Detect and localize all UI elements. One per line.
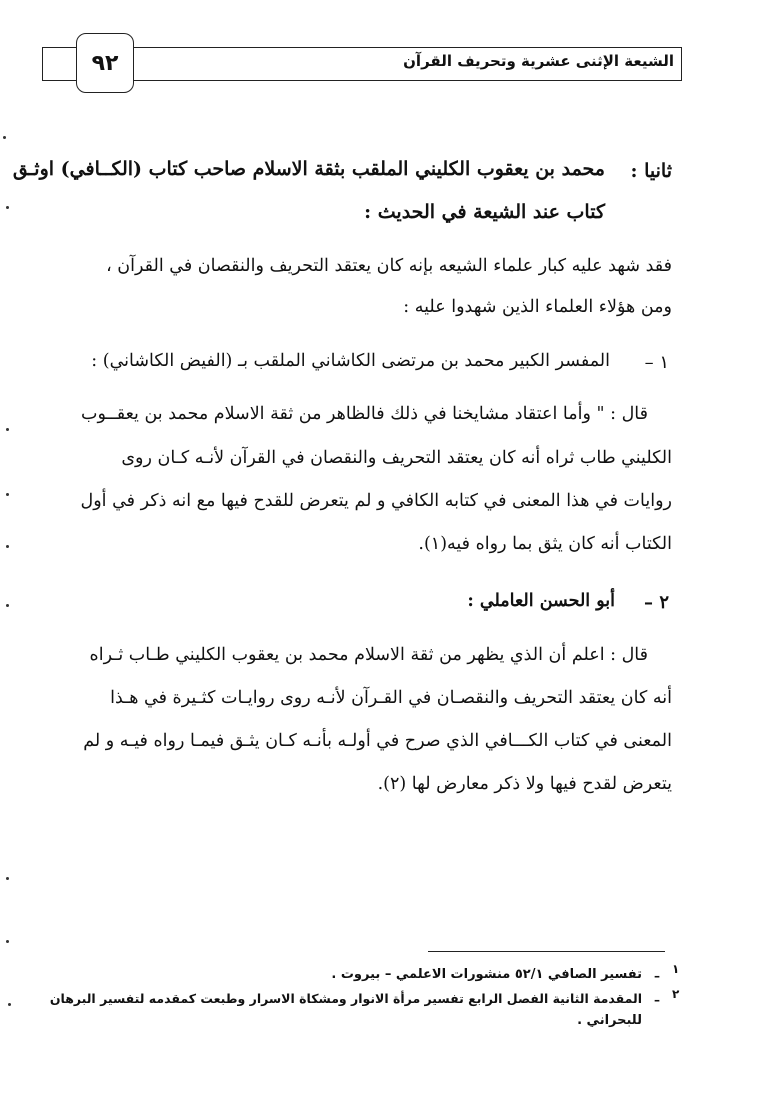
quote-2-line-1: قال : اعلم أن الذي يظهر من ثقة الاسلام محمد بن يعقوب الكليني طـاب ثـراه [89,645,648,665]
footnote-2-mark: ٢ [672,987,680,1001]
section-heading-line-2: كتاب عند الشيعة في الحديث : [364,201,605,223]
scan-speck [6,877,9,880]
quote-2-line-2: أنه كان يعتقد التحريف والنقصـان في القـرآن لأنـه روى روايـات كثـيرة في هـذا [110,688,672,708]
quote-2-line-3: المعنى في كتاب الكـــافي الذي صرح في أولـه بأنـه كـان يثـق فيمـا رواه فيـه و لم [83,731,672,751]
page-number: ٩٢ [76,33,134,93]
footnote-2-text-line-2: للبحراني . [577,1013,642,1028]
item-2-number: ٢ – [644,592,669,613]
footnote-1-dash: – [654,969,660,983]
scan-speck [6,940,9,943]
quote-1-line-4: الكتاب أنه كان يثق بما رواه فيه(١). [418,534,672,554]
footnote-2-dash: – [654,993,660,1007]
scan-speck [6,206,9,209]
item-1-title: المفسر الكبير محمد بن مرتضى الكاشاني الملقب بـ (الفيض الكاشاني) : [91,351,610,371]
scan-speck [8,1003,11,1006]
scan-speck [6,545,9,548]
quote-2-line-4: يتعرض لقدح فيها ولا ذكر معارض لها (٢). [377,774,672,794]
intro-line-2: ومن هؤلاء العلماء الذين شهدوا عليه : [403,297,672,317]
quote-1-line-3: روايات في هذا المعنى في كتابه الكافي و لم يتعرض للقدح فيها مع انه ذكر في أول [80,491,672,511]
footnote-1-mark: ١ [672,962,680,976]
footnote-2-text-line-1: المقدمة الثانية الفصل الرابع تفسير مرأة الانوار ومشكاة الاسرار وطبعت كمقدمه لتفسير البرهان [49,991,642,1006]
section-heading-line-1: محمد بن يعقوب الكليني الملقب بثقة الاسلام صاحب كتاب (الكــافي) اوثـق [12,158,605,180]
scan-speck [6,493,9,496]
intro-line-1: فقد شهد عليه كبار علماء الشيعه بإنه كان يعتقد التحريف والنقصان في القرآن ، [106,256,672,276]
footnote-separator [428,951,665,952]
running-title: الشيعة الإثنى عشرية وتحريف القرآن [403,52,674,70]
scan-speck [6,604,9,607]
section-label: ثانيا : [630,160,672,182]
scan-speck [3,136,6,139]
quote-1-line-2: الكليني طاب ثراه أنه كان يعتقد التحريف والنقصان في القرآن لأنـه كـان روى [121,448,672,468]
scan-speck [6,428,9,431]
item-2-title: أبو الحسن العاملي : [467,591,615,611]
item-1-number: ١ – [644,352,669,373]
quote-1-line-1: قال : " وأما اعتقاد مشايخنا في ذلك فالظاهر من ثقة الاسلام محمد بن يعقــوب [80,404,648,424]
footnote-1-text: تفسير الصافي ٥٢/١ منشورات الاعلمي – بيروت . [331,967,642,982]
